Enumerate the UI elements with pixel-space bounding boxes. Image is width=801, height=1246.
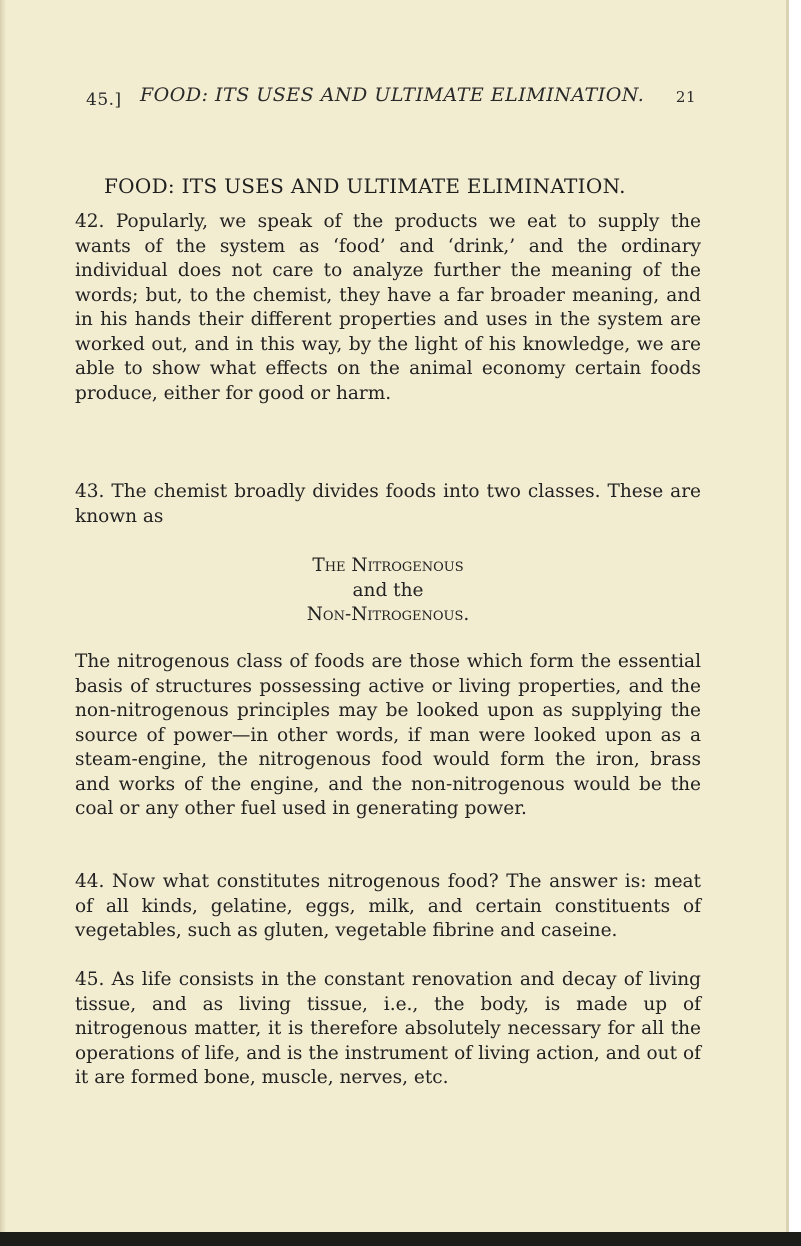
scan-bottom-band — [0, 1232, 801, 1246]
paragraph-44: 44. Now what constitutes nitrogenous food? The answer is: meat of all kinds, gelatine, eggs, milk, and certain constituents of vegetables, such as gluten, vegetable fibrine and caseine. — [75, 871, 701, 941]
class-nitrogenous: The Nitrogenous — [312, 555, 464, 576]
class-non-nitrogenous: Non-Nitrogenous. — [306, 604, 470, 625]
running-head-title: FOOD: ITS USES AND ULTIMATE ELIMINATION. — [140, 84, 645, 106]
paragraph-43: 43. The chemist broadly divides foods into two classes. These are known as — [75, 481, 701, 527]
class-joiner: and the — [352, 579, 424, 601]
page-gutter-shadow — [0, 0, 6, 1246]
food-classes-list — [75, 554, 701, 628]
running-head — [86, 84, 696, 110]
running-head-section: 45.] — [86, 90, 122, 110]
paragraph-42: 42. Popularly, we speak of the products we eat to supply the wants of the system as ‘food’ and ‘drink,’ and the ordinary individual does not care to analyze further the meaning of the words; but, to the chemist, they have a far broader meaning, and in his hands their different properties and uses in the system are worked out, and in this way, by the light of his knowledge, we are able to show what effects on the animal economy certain foods produce, either for good or harm. — [75, 211, 701, 404]
page-number: 21 — [675, 88, 696, 106]
paragraph-43-continued: The nitrogenous class of foods are those which form the essential basis of structures possessing active or living properties, and the non-nitrogenous principles may be looked upon as supplying the source of power—in other words, if man were looked upon as a steam-engine, the nitrogenous food would form the iron, brass and works of the engine, and the non-nitrogenous would be the coal or any other fuel used in generating power. — [75, 651, 701, 819]
paragraph-45: 45. As life consists in the constant renovation and decay of living tissue, and as living tissue, i.e., the body, is made up of nitrogenous matter, it is therefore absolutely necessary for all the operations of life, and is the instrument of living action, and out of it are formed bone, muscle, nerves, etc. — [75, 969, 701, 1088]
chapter-heading: FOOD: ITS USES AND ULTIMATE ELIMINATION. — [104, 174, 626, 198]
scan-margin — [789, 0, 801, 1246]
